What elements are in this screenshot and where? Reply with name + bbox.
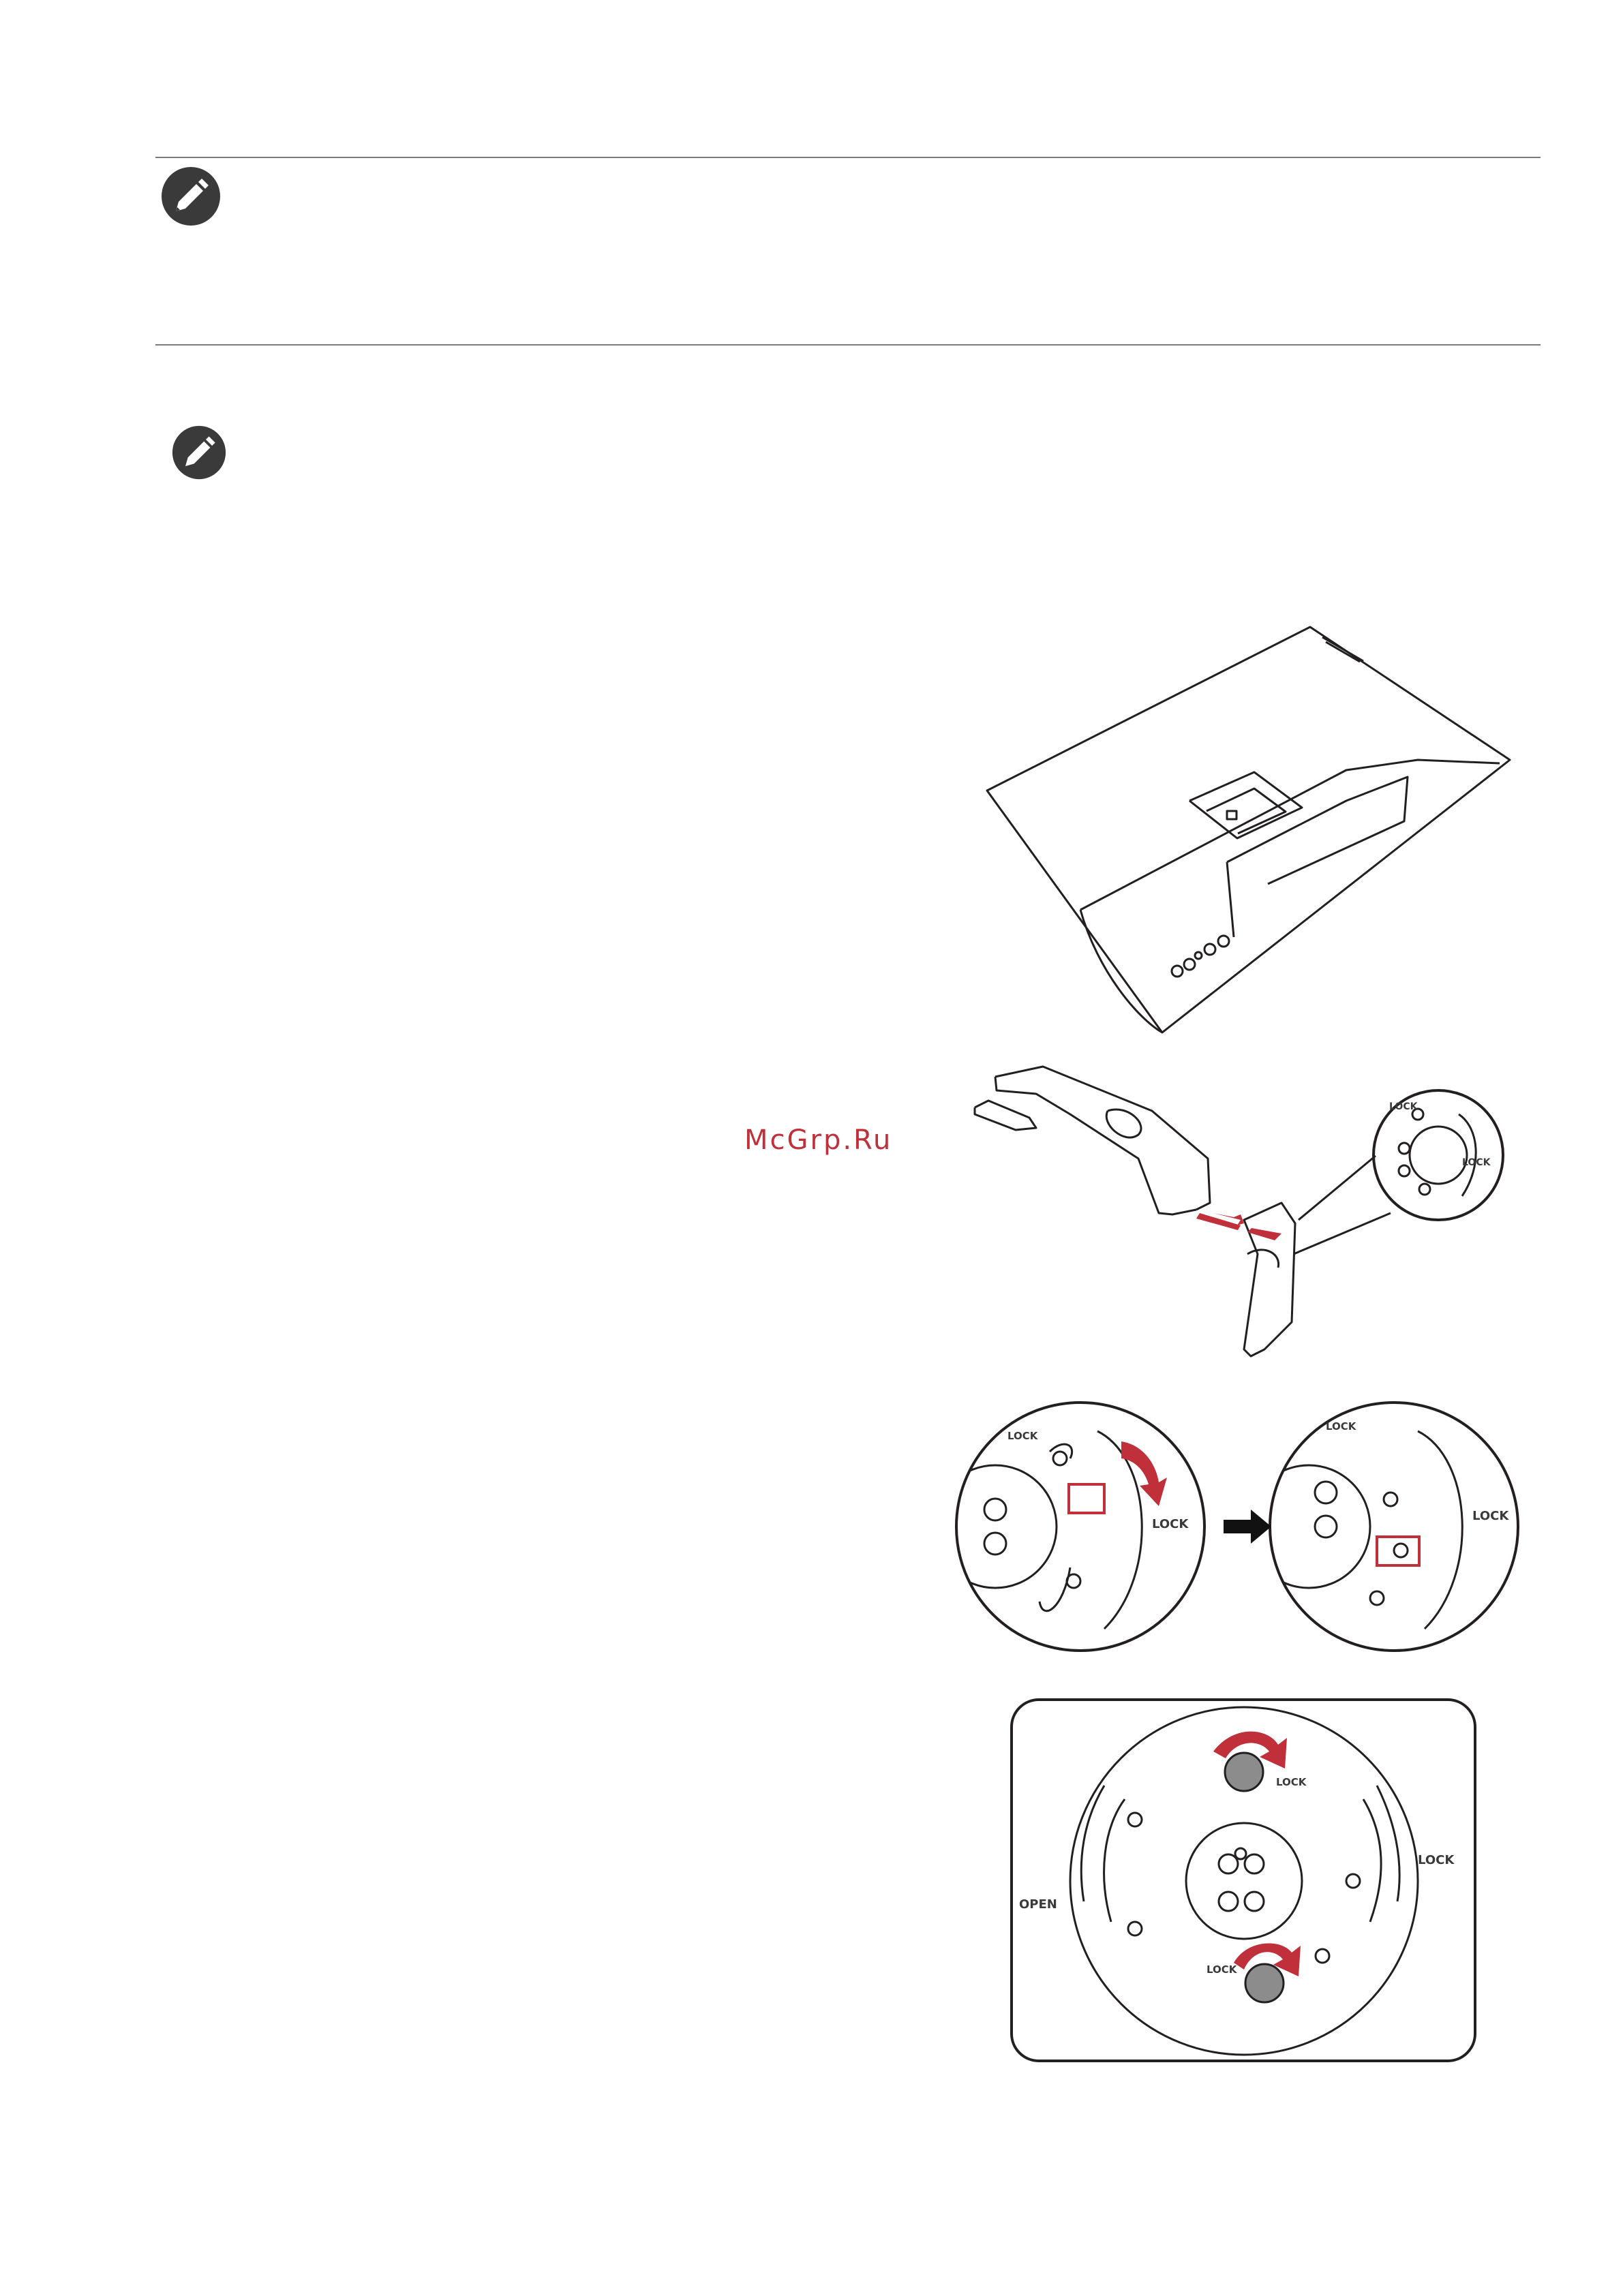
step4-lock-bottom: LOCK xyxy=(1207,1963,1237,1976)
note-pencil-icon xyxy=(172,425,226,480)
step3-right-lock-top: LOCK xyxy=(1326,1420,1356,1433)
step3-right-lock-side: LOCK xyxy=(1472,1509,1509,1523)
base-thumbscrew-illustration xyxy=(1009,1697,1479,2065)
step4-lock-right: LOCK xyxy=(1418,1853,1455,1867)
watermark: McGrp.Ru xyxy=(744,1124,893,1156)
step4-lock-top: LOCK xyxy=(1276,1776,1307,1788)
step3-left-lock-top: LOCK xyxy=(1007,1430,1038,1442)
step4-open: OPEN xyxy=(1019,1897,1057,1912)
bottom-rule xyxy=(155,344,1541,346)
monitor-rear-illustration xyxy=(982,617,1520,1039)
detail-lock-label-side: LOCK xyxy=(1462,1157,1491,1168)
detail-lock-label-top: LOCK xyxy=(1389,1101,1418,1112)
step3-left-lock-side: LOCK xyxy=(1152,1517,1189,1531)
top-rule xyxy=(155,157,1541,158)
stand-attach-illustration xyxy=(954,1050,1520,1383)
lock-alignment-illustration xyxy=(954,1397,1541,1656)
note-pencil-icon xyxy=(161,166,221,226)
